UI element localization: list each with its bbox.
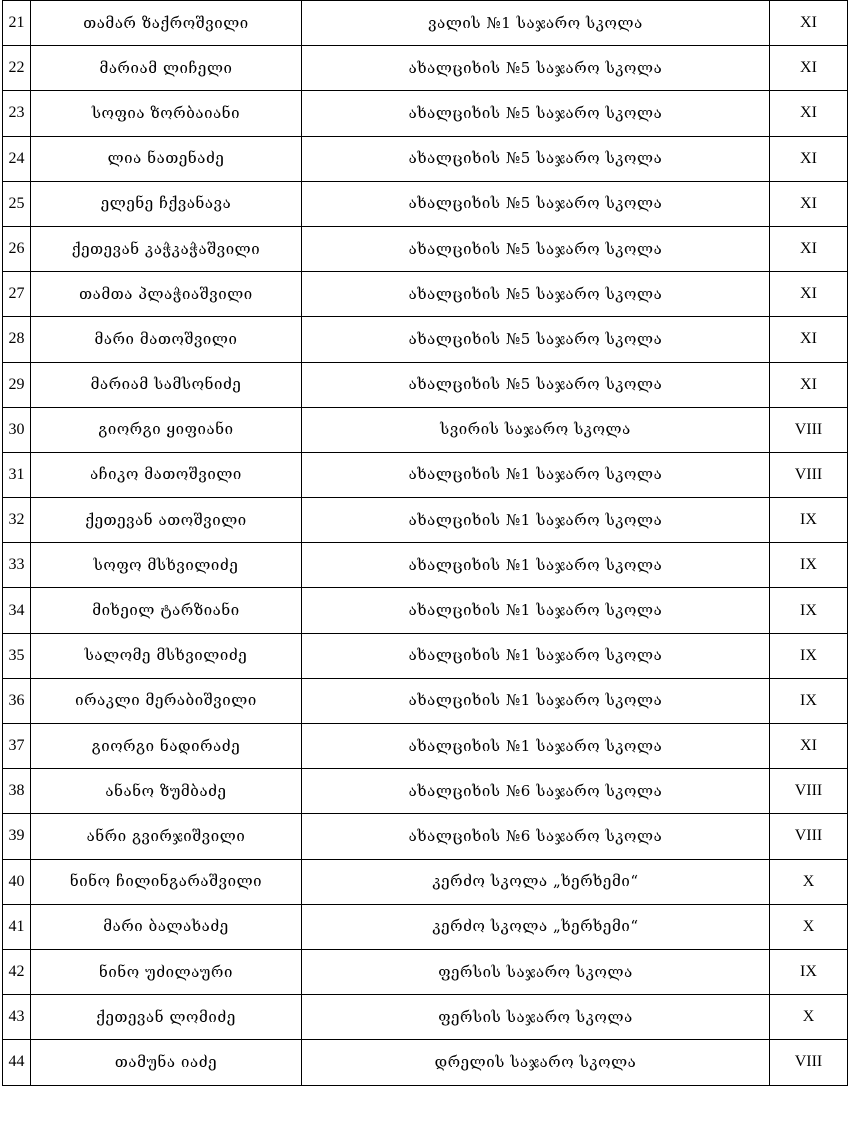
school-name-cell: კერძო სკოლა „ხერხემი“ — [302, 859, 770, 904]
table-row — [3, 995, 848, 1040]
row-number-cell: 42 — [3, 949, 31, 994]
student-name-cell: თამთა პლაჭიაშვილი — [31, 272, 302, 317]
student-name-cell: მიხეილ ტარზიანი — [31, 588, 302, 633]
school-name-cell: დრელის საჯარო სკოლა — [302, 1040, 770, 1085]
student-name-cell: ანრი გვირჯიშვილი — [31, 814, 302, 859]
grade-cell: VIII — [770, 407, 848, 452]
grade-cell: XI — [770, 1, 848, 46]
row-number-cell: 38 — [3, 769, 31, 814]
grade-cell: XI — [770, 272, 848, 317]
grade-cell: XI — [770, 724, 848, 769]
school-name-cell: ახალციხის №5 საჯარო სკოლა — [302, 317, 770, 362]
student-name-cell: ირაკლი მერაბიშვილი — [31, 678, 302, 723]
grade-cell: VIII — [770, 769, 848, 814]
student-name-cell: გიორგი ყიფიანი — [31, 407, 302, 452]
student-name-cell: მარიამ ლიჩელი — [31, 46, 302, 91]
table-row — [3, 317, 848, 362]
school-name-cell: ახალციხის №1 საჯარო სკოლა — [302, 678, 770, 723]
school-name-cell: ახალციხის №1 საჯარო სკოლა — [302, 498, 770, 543]
school-name-cell: ვალის №1 საჯარო სკოლა — [302, 1, 770, 46]
row-number-cell: 41 — [3, 904, 31, 949]
row-number-cell: 40 — [3, 859, 31, 904]
student-name-cell: ქეთევან კაჭკაჭაშვილი — [31, 226, 302, 271]
student-name-cell: ნინო ჩილინგარაშვილი — [31, 859, 302, 904]
table-row — [3, 678, 848, 723]
student-name-cell: მარი ბალახაძე — [31, 904, 302, 949]
row-number-cell: 34 — [3, 588, 31, 633]
student-name-cell: ლია ნათენაძე — [31, 136, 302, 181]
school-name-cell: ახალციხის №5 საჯარო სკოლა — [302, 272, 770, 317]
student-name-cell: თამარ ზაქროშვილი — [31, 1, 302, 46]
row-number-cell: 21 — [3, 1, 31, 46]
school-name-cell: ახალციხის №1 საჯარო სკოლა — [302, 452, 770, 497]
table-row — [3, 769, 848, 814]
table-row — [3, 814, 848, 859]
row-number-cell: 44 — [3, 1040, 31, 1085]
grade-cell: XI — [770, 362, 848, 407]
grade-cell: IX — [770, 498, 848, 543]
table-row — [3, 859, 848, 904]
table-row — [3, 272, 848, 317]
table-row — [3, 498, 848, 543]
table-row — [3, 1, 848, 46]
grade-cell: IX — [770, 633, 848, 678]
grade-cell: IX — [770, 588, 848, 633]
grade-cell: IX — [770, 678, 848, 723]
table-row — [3, 91, 848, 136]
row-number-cell: 32 — [3, 498, 31, 543]
grade-cell: IX — [770, 543, 848, 588]
student-name-cell: მარი მათოშვილი — [31, 317, 302, 362]
table-row — [3, 226, 848, 271]
student-name-cell: ქეთევან ათოშვილი — [31, 498, 302, 543]
grade-cell: VIII — [770, 814, 848, 859]
school-name-cell: ახალციხის №5 საჯარო სკოლა — [302, 362, 770, 407]
school-name-cell: ახალციხის №5 საჯარო სკოლა — [302, 226, 770, 271]
student-name-cell: ნინო უძილაური — [31, 949, 302, 994]
school-name-cell: კერძო სკოლა „ხერხემი“ — [302, 904, 770, 949]
row-number-cell: 23 — [3, 91, 31, 136]
row-number-cell: 31 — [3, 452, 31, 497]
grade-cell: XI — [770, 317, 848, 362]
grade-cell: X — [770, 995, 848, 1040]
participants-table-body — [3, 1, 848, 1086]
student-name-cell: სოფო მსხვილიძე — [31, 543, 302, 588]
student-name-cell: თამუნა იაძე — [31, 1040, 302, 1085]
grade-cell: X — [770, 859, 848, 904]
row-number-cell: 35 — [3, 633, 31, 678]
row-number-cell: 27 — [3, 272, 31, 317]
school-name-cell: ახალციხის №6 საჯარო სკოლა — [302, 814, 770, 859]
grade-cell: X — [770, 904, 848, 949]
school-name-cell: ახალციხის №1 საჯარო სკოლა — [302, 588, 770, 633]
school-name-cell: ახალციხის №1 საჯარო სკოლა — [302, 633, 770, 678]
table-row — [3, 543, 848, 588]
school-name-cell: ახალციხის №1 საჯარო სკოლა — [302, 543, 770, 588]
grade-cell: XI — [770, 136, 848, 181]
student-name-cell: გიორგი ნადირაძე — [31, 724, 302, 769]
row-number-cell: 29 — [3, 362, 31, 407]
participants-table — [2, 0, 848, 1086]
table-row — [3, 46, 848, 91]
school-name-cell: ახალციხის №5 საჯარო სკოლა — [302, 136, 770, 181]
table-row — [3, 949, 848, 994]
row-number-cell: 36 — [3, 678, 31, 723]
table-row — [3, 362, 848, 407]
table-row — [3, 1040, 848, 1085]
student-name-cell: სოფია ზორბაიანი — [31, 91, 302, 136]
school-name-cell: ფერსის საჯარო სკოლა — [302, 949, 770, 994]
school-name-cell: ახალციხის №5 საჯარო სკოლა — [302, 46, 770, 91]
school-name-cell: ახალციხის №5 საჯარო სკოლა — [302, 181, 770, 226]
row-number-cell: 33 — [3, 543, 31, 588]
grade-cell: XI — [770, 226, 848, 271]
row-number-cell: 24 — [3, 136, 31, 181]
row-number-cell: 37 — [3, 724, 31, 769]
table-row — [3, 452, 848, 497]
table-row — [3, 407, 848, 452]
school-name-cell: სვირის საჯარო სკოლა — [302, 407, 770, 452]
student-name-cell: აჩიკო მათოშვილი — [31, 452, 302, 497]
grade-cell: IX — [770, 949, 848, 994]
grade-cell: VIII — [770, 452, 848, 497]
row-number-cell: 30 — [3, 407, 31, 452]
school-name-cell: ახალციხის №1 საჯარო სკოლა — [302, 724, 770, 769]
row-number-cell: 28 — [3, 317, 31, 362]
table-row — [3, 904, 848, 949]
table-row — [3, 588, 848, 633]
row-number-cell: 43 — [3, 995, 31, 1040]
table-row — [3, 181, 848, 226]
table-row — [3, 136, 848, 181]
grade-cell: XI — [770, 91, 848, 136]
student-name-cell: სალომე მსხვილიძე — [31, 633, 302, 678]
student-name-cell: ანანო ზუმბაძე — [31, 769, 302, 814]
table-row — [3, 633, 848, 678]
row-number-cell: 22 — [3, 46, 31, 91]
student-name-cell: ქეთევან ლომიძე — [31, 995, 302, 1040]
school-name-cell: ახალციხის №5 საჯარო სკოლა — [302, 91, 770, 136]
student-name-cell: ელენე ჩქვანავა — [31, 181, 302, 226]
grade-cell: XI — [770, 46, 848, 91]
school-name-cell: ახალციხის №6 საჯარო სკოლა — [302, 769, 770, 814]
grade-cell: VIII — [770, 1040, 848, 1085]
school-name-cell: ფერსის საჯარო სკოლა — [302, 995, 770, 1040]
grade-cell: XI — [770, 181, 848, 226]
row-number-cell: 39 — [3, 814, 31, 859]
student-name-cell: მარიამ სამსონიძე — [31, 362, 302, 407]
row-number-cell: 26 — [3, 226, 31, 271]
table-row — [3, 724, 848, 769]
row-number-cell: 25 — [3, 181, 31, 226]
